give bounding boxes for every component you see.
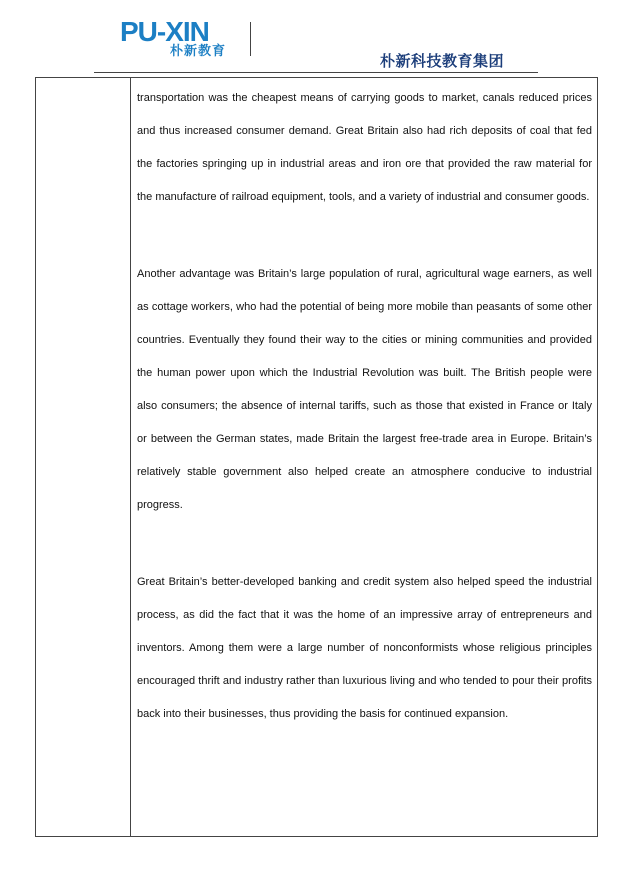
- paragraph-banking: Great Britain’s better-developed banking and credit system also helped speed the industrial process, as did the fact that it was the home of an impressive array of entrepreneurs and inventors. Among them were a large number of nonconformists whose religious principles encouraged thrift and industry rather than luxurious living and who tended to pour their profits back into their businesses, thus providing the basis for continued expansion.: [137, 576, 592, 720]
- paragraph-population: Another advantage was Britain’s large population of rural, agricultural wage earners, as well as cottage workers, who had the potential of being more mobile than peasants of some other countries. Eventually they found their way to the cities or mining communities and provided the human power upon which the Industrial Revolution was built. The British people were also consumers; the absence of internal tariffs, such as those that existed in France or Italy or between the German states, made Britain the largest free-trade area in Europe. Britain’s relatively stable government also helped create an atmosphere conducive to industrial progress.: [137, 268, 592, 511]
- logo-divider: [250, 22, 251, 56]
- content-cell: [137, 82, 592, 731]
- header-rule: [94, 72, 538, 73]
- svg-text:PU-XIN: PU-XIN: [120, 17, 209, 43]
- company-name: 朴新科技教育集团: [380, 52, 505, 70]
- table-column-divider: [130, 77, 131, 837]
- paragraph-transportation: transportation was the cheapest means of carrying goods to market, canals reduced prices and thus increased consumer demand. Great Britain also had rich deposits of coal that fed the factories springing up in industrial areas and iron ore that provided the raw material for the manufacture of railroad equipment, tools, and a variety of industrial and consumer goods.: [137, 92, 592, 203]
- puxin-logo: [118, 17, 268, 61]
- logo-chinese-text: 朴新教育: [170, 44, 227, 59]
